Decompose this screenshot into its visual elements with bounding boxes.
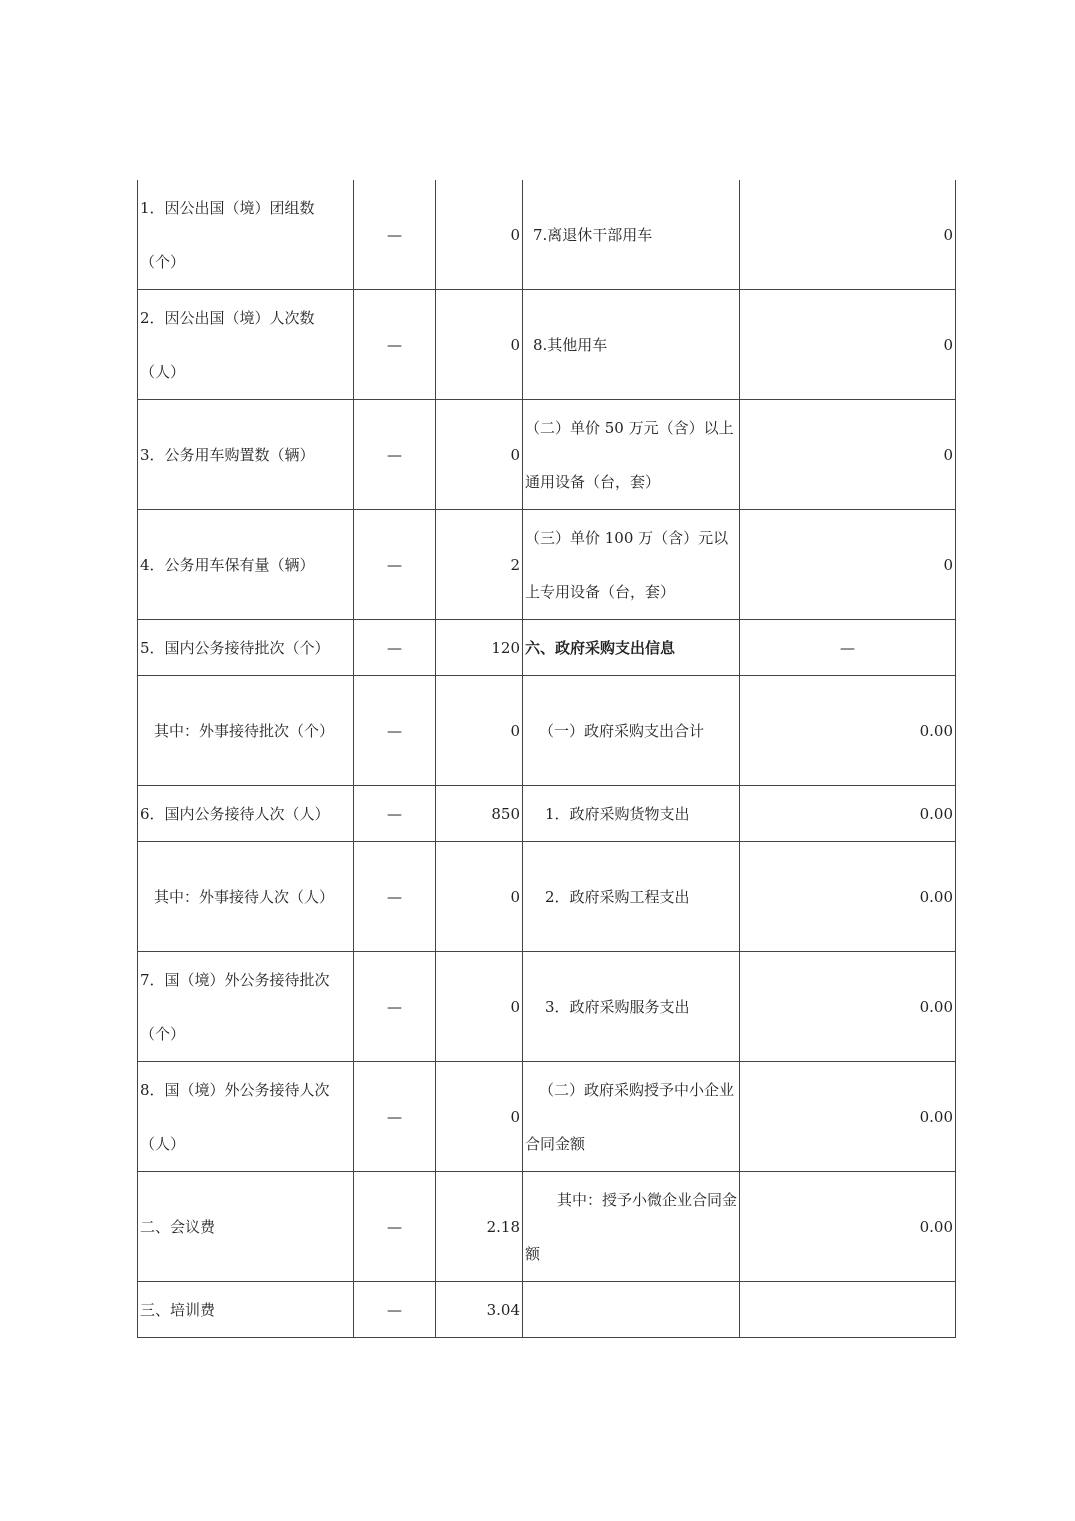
value-cell: 0: [436, 842, 523, 952]
dash-cell: —: [354, 952, 436, 1062]
value-cell: 850: [436, 786, 523, 842]
right-value-cell: 0.00: [740, 1172, 956, 1282]
dash-cell: —: [354, 290, 436, 400]
dash-cell: —: [354, 1282, 436, 1338]
right-value-cell: 0: [740, 290, 956, 400]
dash-cell: —: [354, 786, 436, 842]
row-label: 4．公务用车保有量（辆）: [138, 510, 354, 620]
table-row: [138, 1172, 956, 1282]
dash-cell: —: [354, 1172, 436, 1282]
right-value-cell: 0.00: [740, 1062, 956, 1172]
table-row: [138, 842, 956, 952]
row-label: 二、会议费: [138, 1172, 354, 1282]
right-value-cell: 0: [740, 180, 956, 290]
table-row: [138, 620, 956, 676]
right-label: （二）单价 50 万元（含）以上通用设备（台，套）: [523, 400, 740, 510]
table-row: [138, 400, 956, 510]
right-label: 7.离退休干部用车: [523, 180, 740, 290]
row-label: 5．国内公务接待批次（个）: [138, 620, 354, 676]
dash-cell: —: [354, 400, 436, 510]
right-label: 2．政府采购工程支出: [523, 842, 740, 952]
row-label: 2．因公出国（境）人次数（人）: [138, 290, 354, 400]
dash-cell: —: [354, 510, 436, 620]
right-value-cell: 0.00: [740, 842, 956, 952]
right-label: 3．政府采购服务支出: [523, 952, 740, 1062]
row-label: 3．公务用车购置数（辆）: [138, 400, 354, 510]
right-value-cell: 0.00: [740, 952, 956, 1062]
value-cell: 2.18: [436, 1172, 523, 1282]
right-value-cell: 0.00: [740, 786, 956, 842]
right-label: 8.其他用车: [523, 290, 740, 400]
table-row: [138, 1062, 956, 1172]
dash-cell: —: [354, 1062, 436, 1172]
table-row: [138, 510, 956, 620]
expenditure-table: [137, 180, 956, 1338]
value-cell: 2: [436, 510, 523, 620]
dash-cell: —: [354, 620, 436, 676]
dash-cell: —: [354, 676, 436, 786]
dash-cell: —: [354, 180, 436, 290]
table-row: [138, 952, 956, 1062]
value-cell: 0: [436, 400, 523, 510]
row-label: 8．国（境）外公务接待人次（人）: [138, 1062, 354, 1172]
table-row: [138, 290, 956, 400]
value-cell: 0: [436, 952, 523, 1062]
right-value-cell: [740, 1282, 956, 1338]
row-label: 1．因公出国（境）团组数（个）: [138, 180, 354, 290]
right-label: （二）政府采购授予中小企业合同金额: [523, 1062, 740, 1172]
table-row: [138, 676, 956, 786]
value-cell: 120: [436, 620, 523, 676]
right-label: （三）单价 100 万（含）元以上专用设备（台，套）: [523, 510, 740, 620]
table-row: [138, 1282, 956, 1338]
value-cell: 0: [436, 1062, 523, 1172]
right-label: （一）政府采购支出合计: [523, 676, 740, 786]
value-cell: 3.04: [436, 1282, 523, 1338]
table-row: [138, 180, 956, 290]
right-label: 1．政府采购货物支出: [523, 786, 740, 842]
value-cell: 0: [436, 290, 523, 400]
right-value-cell: 0: [740, 510, 956, 620]
right-value-cell: 0: [740, 400, 956, 510]
right-value-cell: 0.00: [740, 676, 956, 786]
row-label: 其中：外事接待人次（人）: [138, 842, 354, 952]
row-label: 6．国内公务接待人次（人）: [138, 786, 354, 842]
right-label: [523, 1282, 740, 1338]
row-label: 其中：外事接待批次（个）: [138, 676, 354, 786]
right-label: 其中：授予小微企业合同金额: [523, 1172, 740, 1282]
value-cell: 0: [436, 180, 523, 290]
row-label: 7．国（境）外公务接待批次（个）: [138, 952, 354, 1062]
row-label: 三、培训费: [138, 1282, 354, 1338]
right-value-cell: —: [740, 620, 956, 676]
dash-cell: —: [354, 842, 436, 952]
table-row: [138, 786, 956, 842]
value-cell: 0: [436, 676, 523, 786]
section-heading: 六、政府采购支出信息: [523, 620, 740, 676]
